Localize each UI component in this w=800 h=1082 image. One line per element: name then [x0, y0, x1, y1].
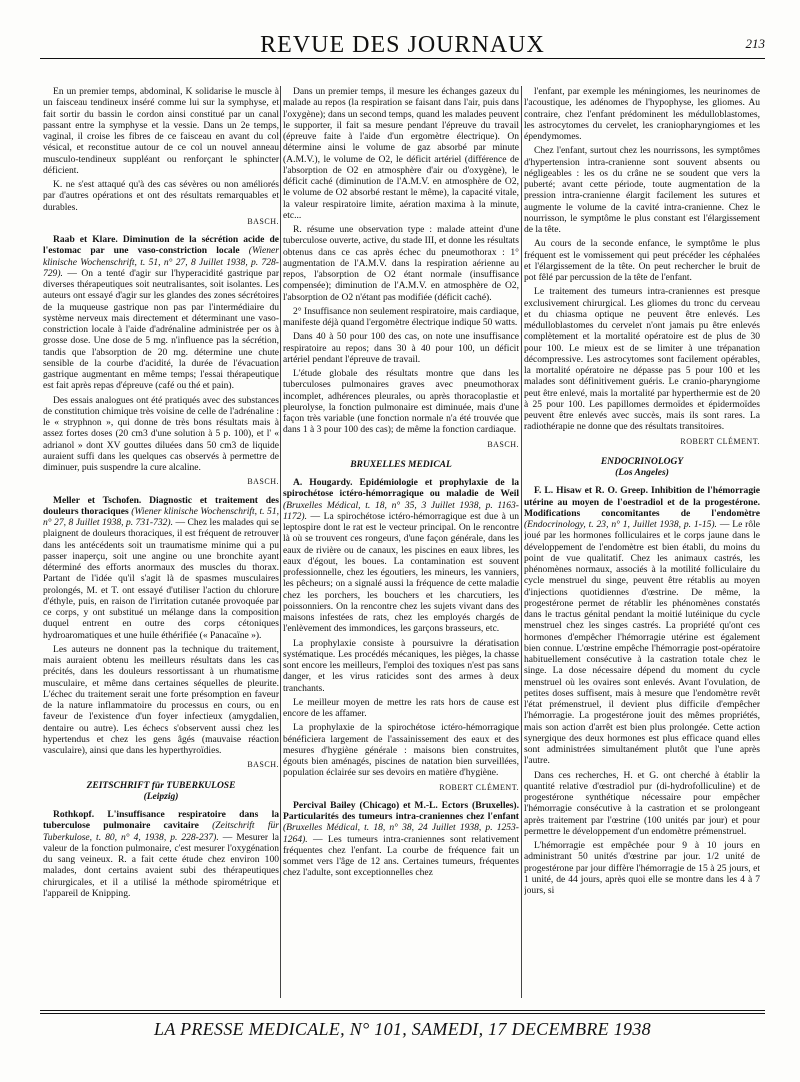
- page-footer: [40, 1010, 765, 1047]
- article-text: — Mesurer la valeur de la fonction pulmonaire, c'est mesurer l'oxygénation du sang veineux. R. a fait cette étude chez environ 100 malades, dont certains avaient subi des thérapeutiques chirurgicales, et il a utilisé la méthode spirométrique et l'appareil de Knipping.: [43, 831, 279, 899]
- article-heading: F. L. Hisaw et R. O. Greep. Inhibition de l'hémorragie utérine au moyen de l'oestradiol et de la progestérone. Modifications concomitantes de l'endomètre: [524, 485, 760, 519]
- paragraph: La prophylaxie de la spirochétose ictéro-hémorragique bénéficiera largement de l'assainissement des eaux et des mesures d'hygiène générale : maisons bien construites, égouts bien aménagés, piscines de natation bien surveillées, population éclairée sur ses devoirs en matière d'hygiène.: [283, 722, 519, 779]
- section-title: BRUXELLES MEDICAL: [350, 459, 452, 470]
- article-text: — Chez les malades qui se plaignent de douleurs thoraciques, il est fréquent de retrouver dans les antécédents soit un traumatisme minime qui a pu passer inaperçu, soit une angine ou une bronchite ayant déterminé des efforts anormaux des muscles du thorax. Partant de l'idée qu'il s'agit là de spasmes musculaires prolongés, M. et T. ont essayé d'utiliser l'action du chlorure d'éthyle, puis, en raison de l'irritation cutanée provoquée par ce corps, y ont substitué un mélange dans la composition duquel entrent en outre des corps cétoniques hydroaromatiques et une huile éthérifiée (« Panacaïne »).: [43, 517, 279, 641]
- paragraph: L'étude globale des résultats montre que dans les tuberculoses pulmonaires graves avec pneumothorax incomplet, adhérences pleurales, ou après thoracoplastie et pleurolyse, la fonction pulmonaire est diminuée, mais d'une façon très variable (une fonction normale n'a été trouvée que dans 1 à 3 pour 100 des cas); de même la fonction cardiaque.: [283, 368, 519, 436]
- paragraph: L'hémorragie est empêchée pour 9 à 10 jours en administrant 50 unités d'œstrine par jour. 1/2 unité de progestérone par jour diffère l'hémorragie de 15 à 25 jours, et 1 unité, de 44 jours, après quoi elle se montre dans les 4 à 7 jours, si: [524, 840, 760, 896]
- section-city: (Leipzig): [143, 791, 179, 802]
- article-text: — On a tenté d'agir sur l'hyperacidité gastrique par diverses thérapeutiques soit neutralisantes, soit isolantes. Les auteurs ont essayé d'agir sur les glandes des zones sécrétoires de la muqueuse gastrique non pas par l'intermédiaire du système nerveux mais directement et déterminant une vaso-constriction locale à l'aide d'adrénaline administrée per os à grosse dose. Une dose de 5 mg. n'influence pas la sécrétion, tandis que l'absorption de 20 mg. détermine une chute sensible de la courbe d'acidité, la durée de l'évacuation gastrique augmentant en même temps; l'essai thérapeutique est fait après repas d'épreuve (café ou thé et pain).: [43, 267, 279, 392]
- article: [43, 234, 279, 392]
- section-title: ZEITSCHRIFT für TUBERKULOSE: [86, 780, 236, 791]
- article-heading: Rothkopf. L'insuffisance respiratoire dans la tuberculose pulmonaire cavitaire: [43, 809, 279, 832]
- paragraph: En un premier temps, abdominal, K solidarise le muscle à un faisceau tendineux inséré comme lui sur la symphyse, et fait sortir du bassin le cordon ainsi constitué par un canal passant entre la symphyse et la vessie. Dans un 2e temps, vaginal, il croise les fibres de ce faisceau en avant du col vésical, et reconstitue autour de ce col un nouvel anneau musculo-tendineux suppléant ou renforçant le sphincter déficient.: [43, 86, 279, 176]
- paragraph: l'enfant, par exemple les méningiomes, les neurinomes de l'acoustique, les adénomes de l'hypophyse, les gliomes. Au contraire, chez l'enfant prédominent les médulloblastomes, les astrocytomes du cervelet, les craniopharyngiomes et les épendymomes.: [524, 86, 760, 142]
- section-title: ENDOCRINOLOGY: [600, 456, 684, 467]
- column-divider: [280, 86, 281, 998]
- article-source: (Zeitschrift für Tuberkulose, t. 80, n° 4, 1938, p. 228-237).: [43, 820, 279, 843]
- article-source: (Endocrinology, t. 23, n° 1, Juillet 1938, p. 1-15).: [524, 519, 717, 530]
- article-heading: Meller et Tschofen. Diagnostic et traitement des douleurs thoraciques: [43, 494, 279, 517]
- page-header: [40, 28, 765, 59]
- author-signature: BASCH.: [247, 477, 279, 487]
- article-heading: Percival Bailey (Chicago) et M.-L. Ectors (Bruxelles). Particularités des tumeurs intra-craniennes chez l'enfant: [283, 799, 519, 822]
- author-signature: BASCH.: [247, 760, 279, 770]
- article: [524, 485, 760, 766]
- paragraph: Des essais analogues ont été pratiqués avec des substances de constitution chimique très voisine de celle de l'adrénaline : le « stryphnon », qui donne de très bons résultats mais à assez fortes doses (20 cm3 d'une solution à 5 p. 100), et l' « adrianol » dont XV gouttes diluées dans 50 cm3 de liquide auraient suffi dans les quelques cas observés à permettre de diminuer, puis suspendre la cure alcaline.: [43, 394, 279, 473]
- paragraph: 2° Insuffisance non seulement respiratoire, mais cardiaque, manifeste déjà quand l'ergomètre électrique indique 50 watts.: [283, 305, 519, 328]
- article-text: — Le rôle joué par les hormones folliculaires et le corps jaune dans le développement de l'endomètre est bien établi, du moins du point de vue qualitatif. Chez les animaux castrés, les phénomènes normaux, associés à la motilité folliculaire du cycle menstruel du singe, peuvent être rétablis au moyen d'injections quotidiennes d'œstrine. De même, la progestérone permet de rétablir les phénomènes constatés dans le tractus génital pendant la moitié lutéinique du cycle menstruel chez les singes castrés. La propriété qu'ont ces hormones d'empêcher l'hémorragie utérine est également bien connue. L'œstrine empêche l'hémorragie post-opératoire habituellement consécutive à la castration totale chez le singe. La dose nécessaire dépend du moment du cycle menstruel où les ovaires sont enlevés. Avant l'ovulation, de petites doses suffisent, mais à mesure que l'endomètre revêt l'état prémenstruel, il devient plus difficile d'empêcher l'hémorragie. La progestérone jouit des mêmes propriétés, mais son action d'arrêt est bien plus prolongée. Cette action synergique des deux hormones est plus efficace quand elles sont administrées simultanément plutôt que l'une après l'autre.: [524, 519, 760, 767]
- article-source: (Wiener klinische Wochenschrift, t. 51, n° 27, 8 Juillet 1938, p. 728-729).: [43, 245, 279, 279]
- paragraph: R. résume une observation type : malade atteint d'une tuberculose ouverte, active, du stade III, et donne les résultats obtenus dans ce cas après échec du pneumothorax : 1° augmentation de l'A.M.V. dans la respiration aérienne au repos, l'absorption de O2 étant normale (insuffisance compensée); diminution de l'A.M.V. en atmosphère de O2, l'absorption de O2 n'étant pas modifiée (déficit caché).: [283, 224, 519, 303]
- author-signature: BASCH.: [247, 216, 279, 226]
- article: [43, 809, 279, 899]
- section-city: (Los Angeles): [615, 468, 669, 478]
- author-signature: BASCH.: [487, 439, 519, 449]
- paragraph: Les auteurs ne donnent pas la technique du traitement, mais auraient obtenu les meilleurs résultats dans les cas précités, dans les douleurs ressortissant à un rhumatisme musculaire, et même dans certaines séquelles de pleurite. L'échec du traitement serait une forte présomption en faveur de la nature inflammatoire du processus en cours, ou en faveur de l'existence d'un foyer infectieux (amygdalien, dentaire ou autre). Les échecs s'observent aussi chez les hypertendus et chez les gens âgés (mauvaise réaction vasculaire), ainsi que dans les hyperthyroïdies.: [43, 643, 279, 756]
- author-signature: ROBERT CLÉMENT.: [439, 782, 519, 792]
- article-heading: Raab et Klare. Diminution de la sécrétion acide de l'estomac par une vaso-constriction locale: [43, 234, 279, 257]
- article-source: (Bruxelles Médical, t. 18, n° 35, 3 Juillet 1938, p. 1163-1172).: [283, 499, 519, 522]
- article-text: — Les tumeurs intra-craniennes sont relativement fréquentes chez l'enfant. La courbe de fréquence fait un sommet vers l'âge de 12 ans. Certaines tumeurs, fréquentes chez l'adulte, sont exceptionnelles chez: [283, 833, 519, 879]
- paragraph: La prophylaxie consiste à poursuivre la dératisation systématique. Les procédés mécaniques, les pièges, la chasse sont encore les meilleurs, l'emploi des toxiques n'est pas sans danger, et les virus raticides sont des armes à deux tranchants.: [283, 637, 519, 694]
- paragraph: Le traitement des tumeurs intra-craniennes est presque exclusivement chirurgical. Les gliomes du tronc du cerveau et du chiasma optique ne peuvent être enlevés. Les médulloblastomes du cervelet n'ont jamais pu être enlevés complètement et la mortalité opératoire est de plus de 30 pour 100. Le mieux est de se limiter à une trépanation décompressive. Les astrocytomes sont facilement opérables, la mortalité opératoire ne dépasse pas 5 pour 100 et les malades sont définitivement guéris. Le cranio-pharyngiome peut être enlevé, mais la mortalité par hyperthermie est de 20 à 25 pour 100. Les papillomes dermoïdes et épidermoïdes peuvent être enlevés avec succès, mais ils sont rares. La radiothérapie ne donne que des résultats transitoires.: [524, 286, 760, 433]
- paragraph: Dans 40 à 50 pour 100 des cas, on note une insuffisance respiratoire au repos; dans 30 à 40 pour 100, un déficit artériel pendant l'épreuve de travail.: [283, 331, 519, 365]
- column-3: [524, 86, 760, 998]
- article-source: (Bruxelles Médical, t. 18, n° 38, 24 Juillet 1938, p. 1253-1264).: [283, 822, 519, 845]
- article: [283, 477, 519, 635]
- footer-text: LA PRESSE MEDICALE, N° 101, SAMEDI, 17 DECEMBRE 1938: [154, 1019, 651, 1039]
- journal-title: REVUE DES JOURNAUX: [260, 32, 545, 58]
- article-heading: A. Hougardy. Epidémiologie et prophylaxie de la spirochétose ictéro-hémorragique ou maladie de Weil: [283, 477, 519, 500]
- article-source: (Wiener klinische Wochenschrift, t. 51, n° 27, 8 Juillet 1938, p. 731-732).: [43, 505, 279, 528]
- paragraph: Le meilleur moyen de mettre les rats hors de cause est encore de les affamer.: [283, 696, 519, 719]
- paragraph: Dans ces recherches, H. et G. ont cherché à établir la quantité relative d'œstradiol pur (di-hydrofolliculine) et de progestérone synthétique nécessaire pour empêcher l'hémorragie consécutive à la castration et se prolongeant après traitement par l'œstrine (100 unités par jour) et pour permettre le développement d'un endomètre prémenstruel.: [524, 769, 760, 837]
- page-number: 213: [745, 36, 765, 51]
- footer-rule: [40, 1013, 765, 1014]
- author-signature: ROBERT CLÉMENT.: [680, 436, 760, 446]
- column-1: [43, 86, 279, 998]
- article: [283, 800, 519, 879]
- paragraph: Chez l'enfant, surtout chez les nourrissons, les symptômes d'hypertension intra-cranienne sont souvent absents ou négligeables : les os du crâne ne se soudent que vers la puberté; avant cette période, toute augmentation de la pression intra-cranienne élargit facilement les sutures et augmente le volume de la cavité intra-cranienne. Chez le nourrisson, le symptôme le plus constant est l'élargissement de la tête.: [524, 145, 760, 235]
- paragraph: Au cours de la seconde enfance, le symptôme le plus fréquent est le vomissement qui peut précéder les céphalées et l'élargissement de la tête. On peut rechercher le bruit de pot fêlé par percussion de la tête de l'enfant.: [524, 238, 760, 283]
- column-2: [283, 86, 519, 998]
- article-text: — La spirochétose ictéro-hémorragique est due à un leptospire dont le rat est le vecteur principal. On le rencontre là où se trouvent ces rongeurs, d'une façon générale, dans les eaux de rivière ou de canaux, les piscines en eaux libres, les eaux d'égout, les boues. La contamination est souvent professionnelle, chez les égoutiers, les mineurs, les vanniers, les pêcheurs; on a signalé aussi la fréquence de cette maladie chez les porchers, les bouchers et les charcutiers, les poissonniers. On la rencontre chez les sujets vivant dans des maisons infestées de rats, chez les employés chargés de l'enlèvement des immondices, les garçons brasseurs, etc.: [283, 510, 519, 635]
- paragraph: Dans un premier temps, il mesure les échanges gazeux du malade au repos (la respiration se faisant dans l'air, puis dans l'oxygène); dans un second temps, quand les malades peuvent le supporter, il fait sa mesure pendant l'épreuve du travail (épreuve faite à l'aide d'un ergomètre électrique). On détermine ainsi le volume de gaz absorbé par minute (A.M.V.), le volume de O2, le déficit artériel (différence de l'absorption de O2 en atmosphère d'air ou d'oxygène), le déficit caché (diminution de l'A.M.V. en atmosphère de O2, le volume de O2 absorbé restant le même), la capacité vitale, la valeur respiratoire limite, aération maxima à la minute, etc...: [283, 86, 519, 221]
- article: [43, 495, 279, 641]
- paragraph: K. ne s'est attaqué qu'à des cas sévères ou non améliorés par d'autres opérations et ont des résultats remarquables et durables.: [43, 179, 279, 213]
- column-divider: [521, 86, 522, 998]
